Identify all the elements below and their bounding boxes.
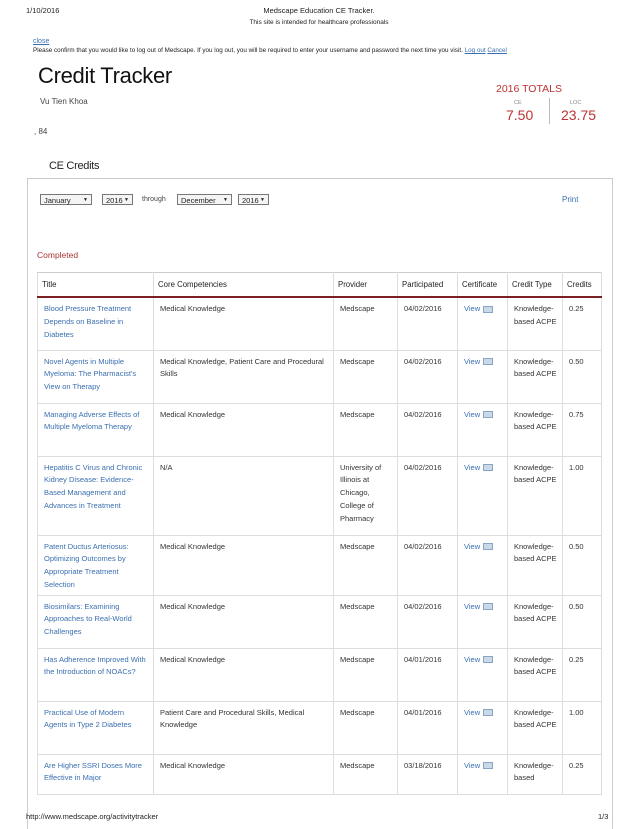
competencies: Medical Knowledge — [154, 535, 334, 595]
certificate-cell — [458, 403, 508, 456]
certificate-image-icon[interactable] — [483, 358, 493, 365]
activity-title-link[interactable]: Patent Ductus Arteriosus: Optimizing Outcomes by Appropriate Treatment Selection — [38, 535, 154, 595]
activity-title-link[interactable]: Blood Pressure Treatment Depends on Baseline in Diabetes — [38, 297, 154, 350]
col-provider: Provider — [334, 273, 398, 298]
table-row — [38, 701, 602, 754]
competencies: Medical Knowledge — [154, 297, 334, 350]
from-year-select[interactable] — [102, 194, 133, 205]
credit-type: Knowledge-based ACPE — [508, 297, 563, 350]
col-title: Title — [38, 273, 154, 298]
certificate-cell — [458, 535, 508, 595]
certificate-image-icon[interactable] — [483, 656, 493, 663]
certificate-cell — [458, 297, 508, 350]
from-year-value: 2016 — [106, 196, 123, 205]
to-month-select[interactable] — [177, 194, 232, 205]
through-label: through — [142, 196, 166, 203]
certificate-image-icon[interactable] — [483, 709, 493, 716]
competencies: Patient Care and Procedural Skills, Medical Knowledge — [154, 701, 334, 754]
competencies: Medical Knowledge — [154, 403, 334, 456]
credits: 0.25 — [563, 297, 602, 350]
participated-date: 03/18/2016 — [398, 754, 458, 794]
activity-title-link[interactable]: Has Adherence Improved With the Introduction of NOACs? — [38, 648, 154, 701]
provider: Medscape — [334, 297, 398, 350]
certificate-cell — [458, 595, 508, 648]
credits: 0.75 — [563, 403, 602, 456]
from-month-select[interactable] — [40, 194, 92, 205]
totals-label: 2016 TOTALS — [496, 83, 562, 95]
credit-type: Knowledge-based ACPE — [508, 403, 563, 456]
credits: 0.25 — [563, 648, 602, 701]
provider: Medscape — [334, 648, 398, 701]
credits: 1.00 — [563, 701, 602, 754]
table-row — [38, 754, 602, 794]
chevron-down-icon: ▼ — [124, 197, 129, 203]
competencies: Medical Knowledge, Patient Care and Procedural Skills — [154, 350, 334, 403]
provider: Medscape — [334, 595, 398, 648]
credit-type: Knowledge-based ACPE — [508, 535, 563, 595]
certificate-cell — [458, 350, 508, 403]
table-row — [38, 456, 602, 535]
provider: University of Illinois at Chicago, College of Pharmacy — [334, 456, 398, 535]
view-certificate-link[interactable]: View — [464, 707, 481, 717]
participated-date: 04/01/2016 — [398, 701, 458, 754]
print-footer-url: http://www.medscape.org/activitytracker — [26, 812, 159, 821]
certificate-image-icon[interactable] — [483, 762, 493, 769]
to-year-value: 2016 — [242, 196, 259, 205]
col-participated: Participated — [398, 273, 458, 298]
credit-type: Knowledge-based ACPE — [508, 648, 563, 701]
close-link[interactable]: close — [33, 38, 50, 45]
activity-title-link[interactable]: Biosimilars: Examining Approaches to Real-World Challenges — [38, 595, 154, 648]
activity-title-link[interactable]: Practical Use of Modern Agents in Type 2 Diabetes — [38, 701, 154, 754]
logout-message: Please confirm that you would like to log out of Medscape. If you log out, you will be required to enter your username and password the next time you visit. — [33, 47, 463, 54]
credits: 0.25 — [563, 754, 602, 794]
logout-link[interactable]: Log out — [464, 47, 486, 54]
col-credit-type: Credit Type — [508, 273, 563, 298]
loc-total-label: LOC — [570, 100, 582, 106]
to-year-select[interactable] — [238, 194, 269, 205]
provider: Medscape — [334, 535, 398, 595]
participated-date: 04/02/2016 — [398, 456, 458, 535]
credit-type: Knowledge-based ACPE — [508, 701, 563, 754]
credits: 1.00 — [563, 456, 602, 535]
provider: Medscape — [334, 403, 398, 456]
certificate-cell — [458, 456, 508, 535]
participated-date: 04/01/2016 — [398, 648, 458, 701]
view-certificate-link[interactable]: View — [464, 601, 481, 611]
table-row — [38, 297, 602, 350]
user-extra: , 84 — [34, 127, 48, 136]
chevron-down-icon: ▼ — [83, 197, 88, 203]
print-date: 1/10/2016 — [26, 6, 60, 15]
certificate-image-icon[interactable] — [483, 306, 493, 313]
participated-date: 04/02/2016 — [398, 297, 458, 350]
participated-date: 04/02/2016 — [398, 350, 458, 403]
participated-date: 04/02/2016 — [398, 403, 458, 456]
view-certificate-link[interactable]: View — [464, 409, 481, 419]
certificate-cell — [458, 701, 508, 754]
table-row — [38, 403, 602, 456]
col-certificate: Certificate — [458, 273, 508, 298]
activity-title-link[interactable]: Are Higher SSRI Doses More Effective in Major — [38, 754, 154, 794]
completed-label: Completed — [37, 250, 79, 260]
credit-type: Knowledge-based ACPE — [508, 595, 563, 648]
credits: 0.50 — [563, 595, 602, 648]
view-certificate-link[interactable]: View — [464, 760, 481, 770]
certificate-image-icon[interactable] — [483, 543, 493, 550]
table-header-row — [38, 273, 602, 298]
certificate-cell — [458, 648, 508, 701]
participated-date: 04/02/2016 — [398, 535, 458, 595]
credit-type: Knowledge-based ACPE — [508, 350, 563, 403]
competencies: Medical Knowledge — [154, 648, 334, 701]
hcp-notice: This site is intended for healthcare professionals — [249, 19, 389, 26]
view-certificate-link[interactable]: View — [464, 654, 481, 664]
credit-type: Knowledge-based — [508, 754, 563, 794]
activity-title-link[interactable]: Managing Adverse Effects of Multiple Myeloma Therapy — [38, 403, 154, 456]
table-row — [38, 535, 602, 595]
competencies: Medical Knowledge — [154, 754, 334, 794]
provider: Medscape — [334, 350, 398, 403]
logout-confirmation — [33, 47, 507, 54]
table-row — [38, 595, 602, 648]
totals-divider — [549, 98, 550, 124]
credits: 0.50 — [563, 350, 602, 403]
competencies: N/A — [154, 456, 334, 535]
table-row — [38, 350, 602, 403]
print-title: Medscape Education CE Tracker. — [263, 6, 375, 15]
certificate-image-icon[interactable] — [483, 603, 493, 610]
to-month-value: December — [181, 196, 216, 205]
certificate-image-icon[interactable] — [483, 411, 493, 418]
view-certificate-link[interactable]: View — [464, 462, 481, 472]
col-competencies: Core Competencies — [154, 273, 334, 298]
page-title: Credit Tracker — [38, 63, 172, 88]
provider: Medscape — [334, 754, 398, 794]
competencies: Medical Knowledge — [154, 595, 334, 648]
print-footer-page: 1/3 — [598, 812, 609, 821]
credit-type: Knowledge-based ACPE — [508, 456, 563, 535]
cancel-link[interactable]: Cancel — [487, 47, 507, 54]
provider: Medscape — [334, 701, 398, 754]
user-name: Vu Tien Khoa — [40, 97, 88, 106]
loc-total-value: 23.75 — [561, 107, 597, 123]
print-link[interactable]: Print — [562, 195, 579, 204]
credits: 0.50 — [563, 535, 602, 595]
certificate-image-icon[interactable] — [483, 464, 493, 471]
section-title: CE Credits — [49, 160, 100, 172]
participated-date: 04/02/2016 — [398, 595, 458, 648]
certificate-cell — [458, 754, 508, 794]
activity-title-link[interactable]: Hepatitis C Virus and Chronic Kidney Disease: Evidence-Based Management and Advances in Treatment — [38, 456, 154, 535]
view-certificate-link[interactable]: View — [464, 541, 481, 551]
activity-title-link[interactable]: Novel Agents in Multiple Myeloma: The Pharmacist's View on Therapy — [38, 350, 154, 403]
view-certificate-link[interactable]: View — [464, 356, 481, 366]
chevron-down-icon: ▼ — [223, 197, 228, 203]
view-certificate-link[interactable]: View — [464, 304, 481, 313]
ce-total-value: 7.50 — [506, 107, 534, 123]
col-credits: Credits — [563, 273, 602, 298]
ce-credits-table — [37, 272, 602, 795]
table-row — [38, 648, 602, 701]
from-month-value: January — [44, 196, 71, 205]
chevron-down-icon: ▼ — [260, 197, 265, 203]
ce-total-label: CE — [514, 100, 522, 106]
